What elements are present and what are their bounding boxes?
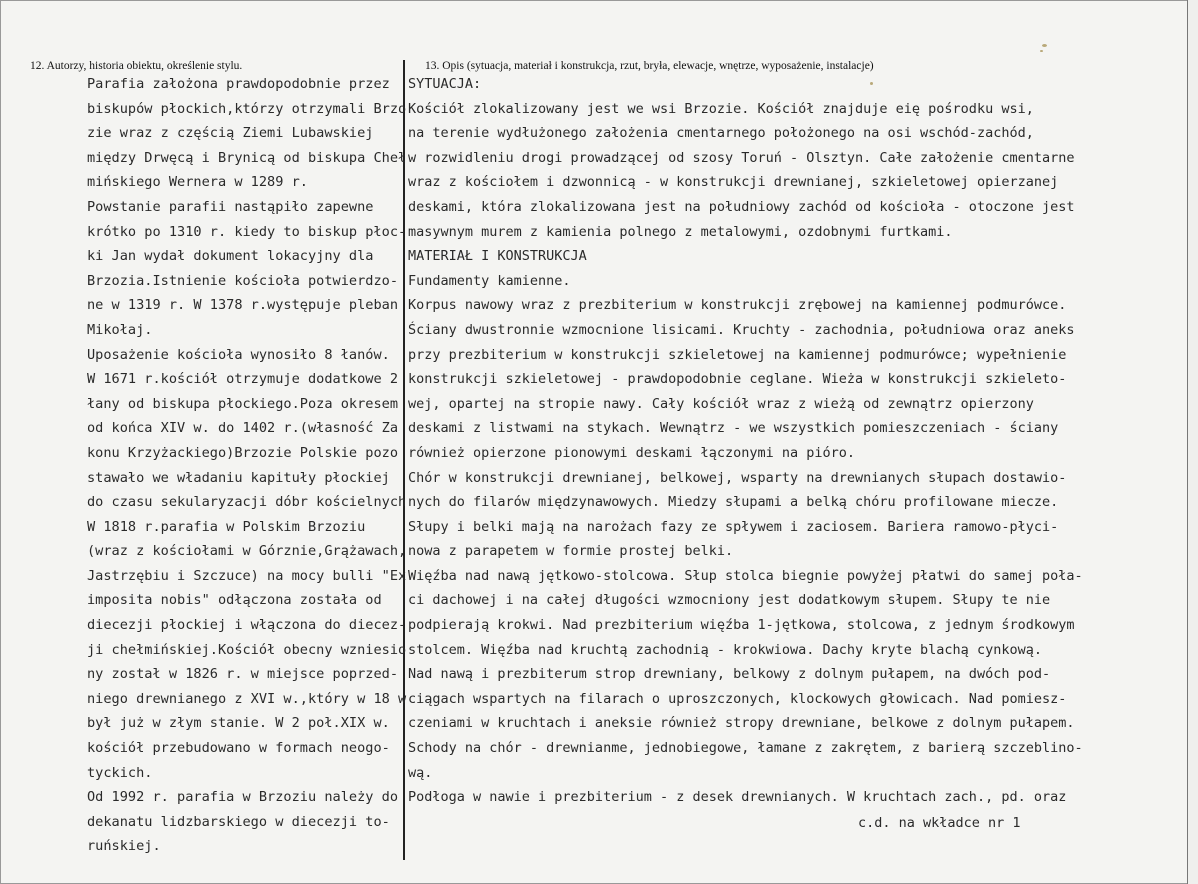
- text-line: wą.: [408, 764, 433, 781]
- text-line: W 1818 r.parafia w Polskim Brzoziu: [87, 518, 366, 535]
- text-line: Fundamenty kamienne.: [408, 272, 571, 289]
- text-line: konu Krzyżackiego)Brzozie Polskie pozo: [87, 444, 398, 461]
- text-line: od końca XIV w. do 1402 r.(własność Za: [87, 420, 398, 437]
- paper-speck: [1040, 50, 1043, 52]
- text-line: mińskiego Wernera w 1289 r.: [87, 174, 308, 191]
- text-line: ji chełmińskiej.Kościół obecny wzniesio: [87, 641, 407, 658]
- text-line: na terenie wydłużonego założenia cmentarnego położonego na osi wschód-zachód,: [408, 125, 1034, 142]
- text-line: deskami, która zlokalizowana jest na południowy zachód od kościoła - otoczone jest: [408, 198, 1075, 215]
- text-line: Powstanie parafii nastąpiło zapewne: [87, 198, 374, 215]
- text-line: ne w 1319 r. W 1378 r.występuje pleban: [87, 297, 398, 314]
- text-line: w rozwidleniu drogi prowadzącej od szosy Toruń - Olsztyn. Całe założenie cmentarne: [408, 149, 1075, 166]
- text-line: nowa z parapetem w formie prostej belki.: [408, 543, 734, 560]
- text-line: masywnym murem z kamienia polnego z metalowymi, ozdobnymi furtkami.: [408, 223, 953, 240]
- text-line: ciągach wspartych na filarach o uproszczonych, klockowych głowicach. Nad pomiesz-: [408, 690, 1067, 707]
- section-12-header: 12. Autorzy, historia obiektu, określenie stylu.: [30, 60, 243, 72]
- section-heading-material: MATERIAŁ I KONSTRUKCJA: [408, 248, 587, 265]
- text-line: imposita nobis" odłączona została od: [87, 592, 382, 609]
- text-line: krótko po 1310 r. kiedy to biskup płoc-: [87, 223, 407, 240]
- text-line: Mikołaj.: [87, 321, 153, 338]
- text-line: Od 1992 r. parafia w Brzoziu należy do: [87, 789, 398, 806]
- text-line: ruńskiej.: [87, 838, 161, 855]
- text-line: Schody na chór - drewnianme, jednobiegowe, łamane z zakrętem, z barierą szczeblino-: [408, 740, 1083, 757]
- text-line: Parafia założona prawdopodobnie przez: [87, 76, 390, 92]
- description-column: [408, 72, 1083, 810]
- text-line: wej, opartej na stropie nawy. Cały kościół wraz z wieżą od zewnątrz opierzony: [408, 395, 1034, 412]
- text-line: Jastrzębiu i Szczuce) na mocy bulli "Ex: [87, 567, 407, 584]
- text-line: ci dachowej i na całej długości wzmocniony jest dodatkowym słupem. Słupy te nie: [408, 592, 1051, 609]
- continuation-note: c.d. na wkładce nr 1: [858, 815, 1021, 831]
- page-edge: [1187, 0, 1198, 884]
- text-line: był już w złym stanie. W 2 poł.XIX w.: [87, 715, 390, 732]
- text-line: diecezji płockiej i włączona do diecez-: [87, 617, 407, 634]
- history-column: [87, 72, 406, 859]
- text-line: tyckich.: [87, 764, 153, 781]
- text-line: (wraz z kościołami w Górznie,Grążawach,: [87, 543, 407, 560]
- text-line: Ściany dwustronnie wzmocnione lisicami. Kruchty - zachodnia, południowa oraz aneks: [408, 321, 1075, 338]
- text-line: przy prezbiterium w konstrukcji szkieletowej na kamiennej podmurówce; wypełnienie: [408, 346, 1067, 363]
- text-line: Słupy i belki mają na narożach fazy ze spływem i zaciosem. Bariera ramowo-płyci-: [408, 518, 1059, 535]
- text-line: konstrukcji szkieletowej - prawdopodobnie ceglane. Wieża w konstrukcji szkieleto-: [408, 371, 1067, 388]
- text-line: również opierzone pionowymi deskami łączonymi na pióro.: [408, 444, 856, 461]
- text-line: do czasu sekularyzacji dóbr kościelnych: [87, 494, 407, 511]
- section-13-header: 13. Opis (sytuacja, materiał i konstrukcja, rzut, bryła, elewacje, wnętrze, wyposażenie, instalacje): [425, 60, 874, 72]
- text-line: Kościół zlokalizowany jest we wsi Brzozie. Kościół znajduje eię pośrodku wsi,: [408, 100, 1034, 117]
- text-line: niego drewnianego z XVI w.,który w 18 w: [87, 690, 407, 707]
- text-line: stolcem. Więźba nad kruchtą zachodnią - krokwiowa. Dachy kryte blachą cynkową.: [408, 641, 1042, 658]
- text-line: podpierają krokwi. Nad prezbiterium więźba 1-jętkowa, stolcowa, z jednym środkowym: [408, 617, 1075, 634]
- text-line: Brzozia.Istnienie kościoła potwierdzo-: [87, 272, 398, 289]
- text-line: deskami z listwami na stykach. Wewnątrz - we wszystkich pomieszczeniach - ściany: [408, 420, 1059, 437]
- text-line: biskupów płockich,którzy otrzymali Brzo: [87, 100, 407, 117]
- text-line: kościół przebudowano w formach neogo-: [87, 740, 390, 757]
- text-line: nych do filarów międzynawowych. Miedzy słupami a belką chóru profilowane miecze.: [408, 494, 1059, 511]
- text-line: Podłoga w nawie i prezbiterium - z desek drewnianych. W kruchtach zach., pd. oraz: [408, 789, 1067, 806]
- text-line: między Drwęcą i Brynicą od biskupa Cheł: [87, 149, 407, 166]
- text-line: stawało we władaniu kapituły płockiej: [87, 469, 390, 486]
- paper-speck: [1042, 44, 1047, 47]
- text-line: czeniami w kruchtach i aneksie również stropy drewniane, belkowe z dolnym pułapem.: [408, 715, 1075, 732]
- text-line: dekanatu lidzbarskiego w diecezji to-: [87, 813, 390, 830]
- text-line: Więźba nad nawą jętkowo-stolcowa. Słup stolca biegnie powyżej płatwi do samej poła-: [408, 567, 1083, 584]
- text-line: łany od biskupa płockiego.Poza okresem: [87, 395, 398, 412]
- text-line: wraz z kościołem i dzwonnicą - w konstrukcji drewnianej, szkieletowej opierzanej: [408, 174, 1059, 191]
- text-line: ny został w 1826 r. w miejsce poprzed-: [87, 666, 398, 683]
- text-line: Nad nawą i prezbiterum strop drewniany, belkowy z dolnym pułapem, na dwóch pod-: [408, 666, 1051, 683]
- text-line: Korpus nawowy wraz z prezbiterium w konstrukcji zrębowej na kamiennej podmurówce.: [408, 297, 1067, 314]
- section-heading-sytuacja: SYTUACJA:: [408, 76, 482, 92]
- text-line: ki Jan wydał dokument lokacyjny dla: [87, 248, 374, 265]
- text-line: W 1671 r.kościół otrzymuje dodatkowe 2: [87, 371, 398, 388]
- text-line: Uposażenie kościoła wynosiło 8 łanów.: [87, 346, 390, 363]
- text-line: zie wraz z częścią Ziemi Lubawskiej: [87, 125, 374, 142]
- text-line: Chór w konstrukcji drewnianej, belkowej, wsparty na drewnianych słupach dostawio-: [408, 469, 1067, 486]
